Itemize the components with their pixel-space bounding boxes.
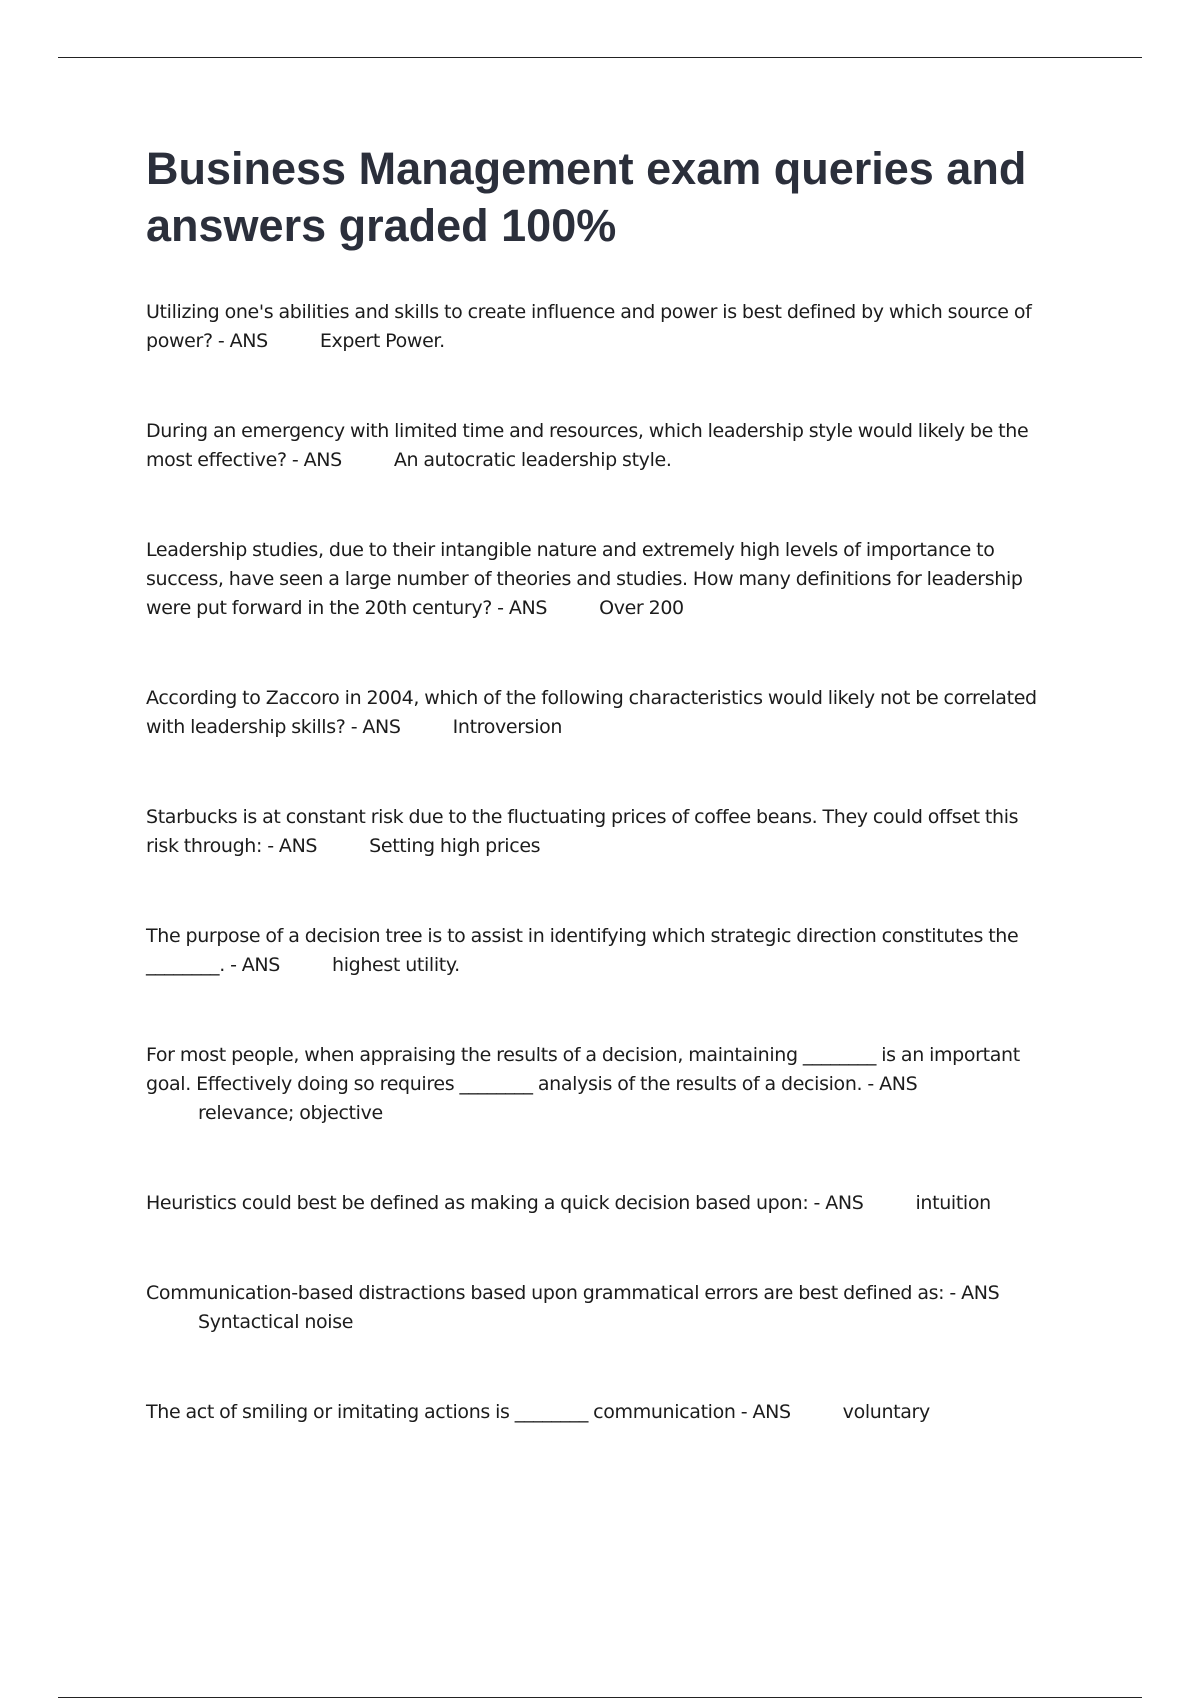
- qa-item: [146, 1189, 1046, 1218]
- qa-item: [146, 536, 1046, 623]
- qa-item: [146, 922, 1046, 980]
- question-text: The purpose of a decision tree is to assist in identifying which strategic direction constitutes the ________. - ANS: [146, 925, 1019, 976]
- answer-text: Introversion: [452, 716, 563, 738]
- qa-item: [146, 1398, 1046, 1427]
- answer-text: Expert Power.: [319, 330, 445, 352]
- document-title: Business Management exam queries and answers graded 100%: [146, 143, 1027, 251]
- question-text: According to Zaccoro in 2004, which of the following characteristics would likely not be correlated with leadership skills? - ANS: [146, 687, 1037, 738]
- question-text: The act of smiling or imitating actions is ________ communication - ANS: [146, 1401, 791, 1423]
- question-text: Communication-based distractions based upon grammatical errors are best defined as: - ANS: [146, 1282, 1000, 1304]
- answer-text: highest utility.: [332, 954, 460, 976]
- qa-item: [146, 684, 1046, 742]
- qa-list: [146, 298, 1046, 1427]
- answer-text: Over 200: [599, 597, 684, 619]
- document-body: [146, 140, 1046, 1488]
- answer-text: Syntactical noise: [198, 1311, 354, 1333]
- question-text: During an emergency with limited time and resources, which leadership style would likely be the most effective? - ANS: [146, 420, 1029, 471]
- question-text: Utilizing one's abilities and skills to create influence and power is best defined by which source of power? - ANS: [146, 301, 1032, 352]
- answer-text: relevance; objective: [198, 1102, 383, 1124]
- top-rule: [58, 57, 1142, 58]
- qa-item: [146, 298, 1046, 356]
- qa-item: [146, 1279, 1046, 1337]
- question-text: For most people, when appraising the results of a decision, maintaining ________ is an important goal. Effectively doing so requires ________ analysis of the results of a decision. - ANS: [146, 1044, 1020, 1095]
- bottom-rule: [58, 1697, 1142, 1698]
- qa-item: [146, 803, 1046, 861]
- answer-text: voluntary: [842, 1401, 930, 1423]
- answer-text: Setting high prices: [369, 835, 541, 857]
- qa-item: [146, 417, 1046, 475]
- answer-text: intuition: [915, 1192, 991, 1214]
- question-text: Leadership studies, due to their intangible nature and extremely high levels of importance to success, have seen a large number of theories and studies. How many definitions for leadership were put forward in the 20th century? - ANS: [146, 539, 1023, 619]
- answer-text: An autocratic leadership style.: [393, 449, 672, 471]
- question-text: Heuristics could best be defined as making a quick decision based upon: - ANS: [146, 1192, 864, 1214]
- qa-item: [146, 1041, 1046, 1128]
- question-text: Starbucks is at constant risk due to the fluctuating prices of coffee beans. They could offset this risk through: - ANS: [146, 806, 1019, 857]
